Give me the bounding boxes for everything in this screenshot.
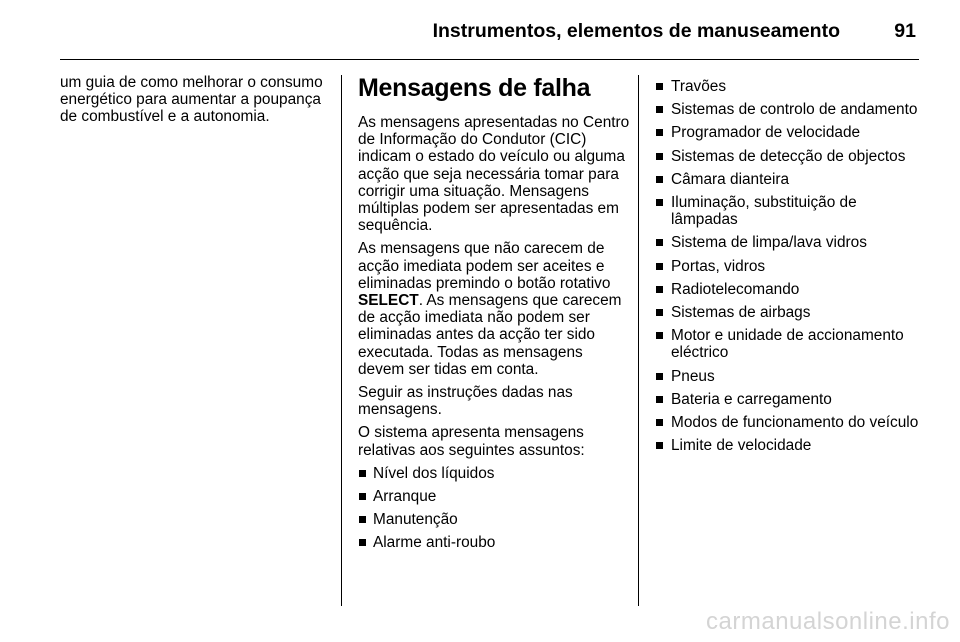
- paragraph-3: Seguir as instruções dadas nas mensagens.: [358, 384, 573, 419]
- intro-paragraph: um guia de como melhorar o consumo energético para aumentar a poupança de combustível e a autonomia.: [60, 74, 323, 126]
- page-number: 91: [894, 20, 916, 42]
- list-item: Sistema de limpa/lava vidros: [655, 234, 925, 251]
- square-bullet-icon: [656, 442, 663, 449]
- bullet-list-1: [358, 465, 630, 552]
- square-bullet-icon: [656, 309, 663, 316]
- square-bullet-icon: [656, 239, 663, 246]
- square-bullet-icon: [656, 153, 663, 160]
- paragraph-1: As mensagens apresentadas no Centro de Informação do Condutor (CIC) indicam o estado do veículo ou alguma acção que seja necessária tomar para corrigir uma situação. Mensagens múltiplas podem ser apresentadas em sequência.: [358, 114, 630, 235]
- square-bullet-icon: [656, 199, 663, 206]
- list-item: Sistemas de airbags: [655, 304, 925, 321]
- square-bullet-icon: [359, 539, 366, 546]
- list-item: Motor e unidade de accionamento eléctrico: [655, 327, 925, 361]
- page-header: [60, 14, 918, 52]
- list-item: Limite de velocidade: [655, 437, 925, 454]
- square-bullet-icon: [656, 106, 663, 113]
- list-item: Sistemas de controlo de andamento: [655, 101, 925, 118]
- paragraph-2: [358, 240, 630, 378]
- select-keyword: SELECT: [358, 292, 419, 310]
- list-item: Modos de funcionamento do veículo: [655, 414, 925, 431]
- list-item: Nível dos líquidos: [358, 465, 630, 482]
- square-bullet-icon: [656, 83, 663, 90]
- square-bullet-icon: [359, 470, 366, 477]
- section-heading: Mensagens de falha: [358, 74, 591, 102]
- square-bullet-icon: [656, 176, 663, 183]
- list-item: Programador de velocidade: [655, 124, 925, 141]
- column-1: [60, 74, 332, 126]
- column-divider-1: [341, 75, 342, 606]
- square-bullet-icon: [359, 493, 366, 500]
- square-bullet-icon: [656, 373, 663, 380]
- square-bullet-icon: [656, 263, 663, 270]
- list-item: Câmara dianteira: [655, 171, 925, 188]
- header-title: Instrumentos, elementos de manuseamento: [432, 20, 840, 42]
- list-item: Pneus: [655, 368, 925, 385]
- square-bullet-icon: [656, 332, 663, 339]
- list-item: Bateria e carregamento: [655, 391, 925, 408]
- square-bullet-icon: [359, 516, 366, 523]
- list-item: Travões: [655, 78, 925, 95]
- column-divider-2: [638, 75, 639, 606]
- square-bullet-icon: [656, 129, 663, 136]
- square-bullet-icon: [656, 286, 663, 293]
- list-item: Alarme anti-roubo: [358, 534, 630, 551]
- column-3: [655, 74, 925, 460]
- list-item: Iluminação, substituição de lâmpadas: [655, 194, 925, 228]
- paragraph-2-text-a: As mensagens que não carecem de acção imediata podem ser aceites e eliminadas premindo o botão rotativo: [358, 240, 611, 292]
- list-item: Radiotelecomando: [655, 281, 925, 298]
- list-item: Portas, vidros: [655, 258, 925, 275]
- square-bullet-icon: [656, 419, 663, 426]
- list-item: Sistemas de detecção de objectos: [655, 148, 925, 165]
- bullet-list-2: [655, 78, 925, 454]
- list-item: Manutenção: [358, 511, 630, 528]
- square-bullet-icon: [656, 396, 663, 403]
- column-2: [358, 74, 630, 558]
- paragraph-2-text-b: . As mensagens que carecem de acção imediata não podem ser eliminadas antes da acção ter sido executada. Todas as mensagens devem ser tidas em conta.: [358, 292, 622, 378]
- paragraph-4: O sistema apresenta mensagens relativas aos seguintes assuntos:: [358, 424, 585, 459]
- list-item: Arranque: [358, 488, 630, 505]
- header-rule: [60, 59, 919, 60]
- watermark: carmanualsonline.info: [706, 608, 950, 635]
